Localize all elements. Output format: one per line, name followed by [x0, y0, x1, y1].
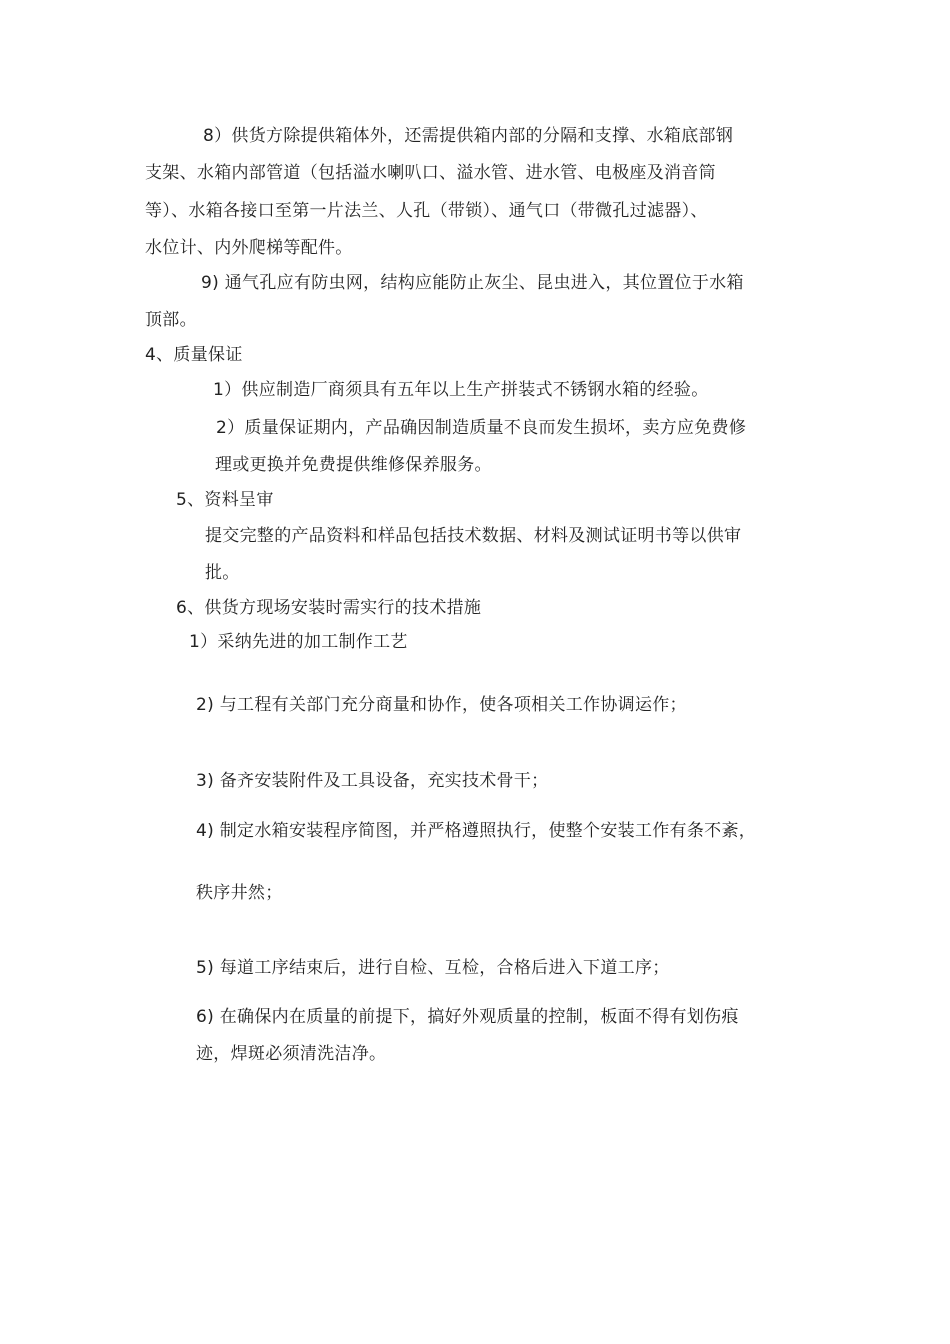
text-line: 1）供应制造厂商须具有五年以上生产拼装式不锈钢水箱的经验。 — [213, 380, 709, 400]
text-line: 秩序井然； — [196, 883, 283, 903]
text-line: 水位计、内外爬梯等配件。 — [145, 238, 353, 258]
text-line: 迹，焊斑必须清洗洁净。 — [196, 1044, 387, 1064]
text-line: 等）、水箱各接口至第一片法兰、人孔（带锁）、通气口（带微孔过滤器）、 — [145, 201, 708, 221]
text-line: 2) 与工程有关部门充分商量和协作，使各项相关工作协调运作； — [196, 695, 687, 715]
section-heading: 4、质量保证 — [145, 345, 243, 365]
text-line: 3) 备齐安装附件及工具设备，充实技术骨干； — [196, 771, 549, 791]
text-line: 提交完整的产品资料和样品包括技术数据、材料及测试证明书等以供审 — [205, 526, 742, 546]
text-line: 4) 制定水箱安装程序简图，并严格遵照执行，使整个安装工作有条不紊， — [196, 821, 757, 841]
text-line: 支架、水箱内部管道（包括溢水喇叭口、溢水管、进水管、电极座及消音筒 — [145, 163, 716, 183]
text-line: 9) 通气孔应有防虫网，结构应能防止灰尘、昆虫进入，其位置位于水箱 — [201, 273, 744, 293]
text-line: 批。 — [205, 563, 240, 583]
text-line: 6) 在确保内在质量的前提下，搞好外观质量的控制，板面不得有划伤痕 — [196, 1007, 739, 1027]
text-line: 8）供货方除提供箱体外，还需提供箱内部的分隔和支撑、水箱底部钢 — [203, 126, 734, 146]
section-heading: 5、资料呈审 — [176, 490, 274, 510]
text-line: 2）质量保证期内，产品确因制造质量不良而发生损坏，卖方应免费修 — [216, 418, 747, 438]
text-line: 顶部。 — [145, 310, 197, 330]
text-line: 5) 每道工序结束后，进行自检、互检，合格后进入下道工序； — [196, 958, 670, 978]
text-line: 1）采纳先进的加工制作工艺 — [189, 632, 408, 652]
section-heading: 6、供货方现场安装时需实行的技术措施 — [176, 598, 482, 618]
text-line: 理或更换并免费提供维修保养服务。 — [215, 455, 492, 475]
